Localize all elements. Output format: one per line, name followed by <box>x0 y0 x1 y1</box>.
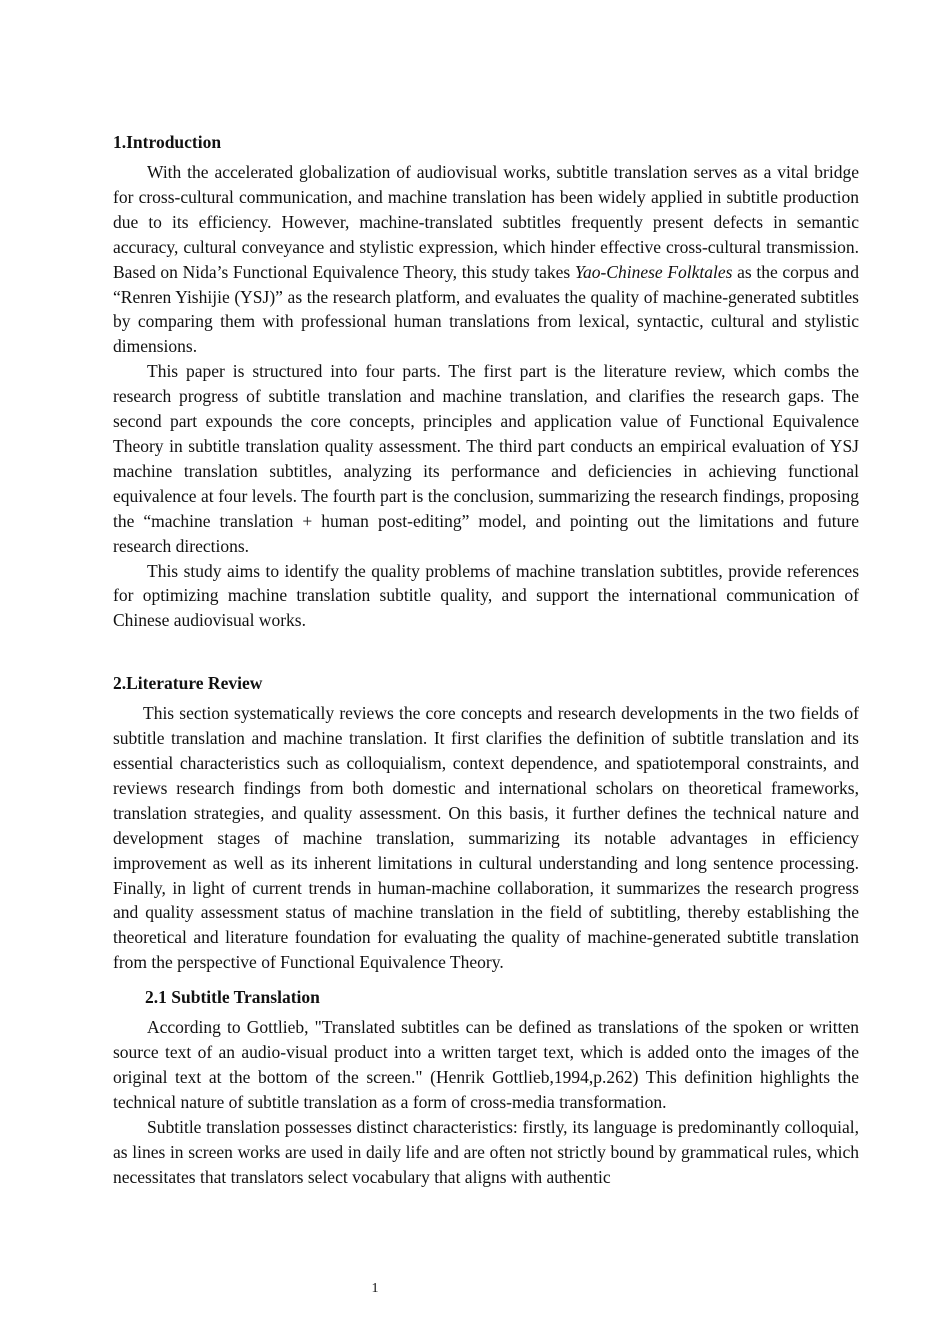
corpus-title: Yao-Chinese Folktales <box>574 261 733 282</box>
introduction-paragraph-3: This study aims to identify the quality problems of machine translation subtitles, provide references for optimizing machine translation subtitle quality, and support the international communication of Chinese audiovisual works. <box>113 560 859 631</box>
introduction-paragraph-1-text-a: With the accelerated globalization of audiovisual works, subtitle translation serves as a vital bridge for cross-cultural communication, and machine translation has been widely applied in subtitle production due to its efficiency. However, machine-translated subtitles frequently present defects in semantic accuracy, cultural conveyance and stylistic expression, which hinder effective cross-cultural transmission. Based on Nida’s Functional Equivalence Theory, this study takes <box>113 162 859 282</box>
page-number: 1 <box>371 1281 379 1296</box>
subtitle-translation-paragraph-1: According to Gottlieb, "Translated subtitles can be defined as translations of the spoken or written source text of an audio-visual product into a written target text, which is added onto the images of the original text at the bottom of the screen." (Henrik Gottlieb,1994,p.262) This definition highlights the technical nature of subtitle translation as a form of cross-media transformation. <box>113 1017 859 1112</box>
section-heading-literature-review: 2.Literature Review <box>113 673 263 694</box>
literature-review-paragraph-1: This section systematically reviews the core concepts and research developments in the two fields of subtitle translation and machine translation. It first clarifies the definition of subtitle translation and its essential characteristics such as colloquialism, context dependence, and spatiotemporal constraints, and reviews research findings from both domestic and international scholars on theoretical frameworks, translation strategies, and quality assessment. On this basis, it further defines the technical nature and development stages of machine translation, summarizing its notable advantages in efficiency improvement as well as its inherent limitations in cultural understanding and long sentence processing. Finally, in light of current trends in human-machine collaboration, it summarizes the research progress and quality assessment status of machine translation in the field of subtitling, thereby establishing the theoretical and literature foundation for evaluating the quality of machine-generated subtitle translation from the perspective of Functional Equivalence Theory. <box>113 703 859 973</box>
introduction-paragraph-1 <box>113 160 859 359</box>
subsection-heading-subtitle-translation: 2.1 Subtitle Translation <box>145 987 320 1008</box>
section-heading-introduction: 1.Introduction <box>113 132 222 152</box>
document-page <box>113 130 859 1190</box>
introduction-paragraph-2: This paper is structured into four parts. The first part is the literature review, which combs the research progress of subtitle translation and machine translation, and clarifies the research gaps. The second part expounds the core concepts, principles and application value of Functional Equivalence Theory in subtitle translation quality assessment. The third part conducts an empirical evaluation of YSJ machine translation subtitles, analyzing its performance and deficiencies in achieving functional equivalence at four levels. The fourth part is the conclusion, summarizing the research findings, proposing the “machine translation + human post-editing” model, and pointing out the limitations and future research directions. <box>113 361 859 556</box>
introduction-paragraph-1-text-b: as the corpus and “Renren Yishijie (YSJ)” as the research platform, and evaluates the quality of machine-generated subtitles by comparing them with professional human translations from lexical, syntactic, cultural and stylistic dimensions. <box>113 261 859 357</box>
subsection-spacer <box>113 975 859 985</box>
subtitle-translation-paragraph-2: Subtitle translation possesses distinct characteristics: firstly, its language is predominantly colloquial, as lines in screen works are used in daily life and are often not strictly bound by grammatical rules, which necessitates that translators select vocabulary that aligns with authentic <box>113 1116 859 1187</box>
section-spacer <box>113 633 859 671</box>
